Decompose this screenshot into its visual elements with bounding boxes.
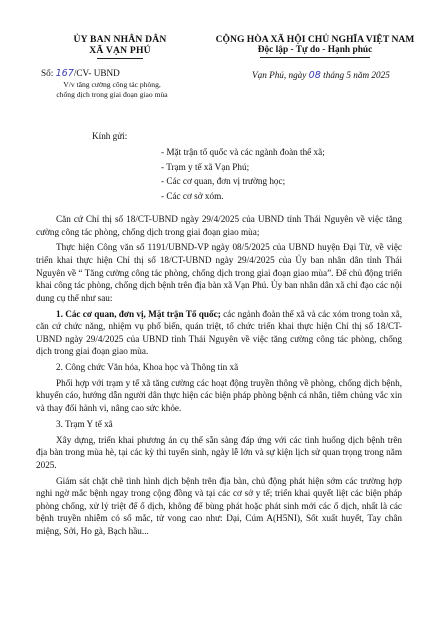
document-body [36, 213, 402, 538]
date-day-handwritten: 08 [308, 70, 321, 81]
doc-number-suffix: /CV- UBND [73, 68, 120, 78]
agency-underline [97, 58, 143, 59]
section-3-text-2: Giám sát chặt chẽ tình hình dịch bệnh trên địa bàn, chủ động phát hiện sớm các trường hợp nghi ngờ mắc bệnh ngay trong cộng đồng và tại các cơ sở y tế; triển khai quyết liệt các biện pháp phòng chống, xử lý triệt để ổ dịch, không để bùng phát hoặc phát sinh mới các ổ dịch, nhất là các bệnh truyền nhiễm có số mắc, tử vong cao như: Dại, Cúm A(H5NI), Sốt xuất huyết, Tay chân miệng, Sởi, Ho gà, Bạch hầu... [36, 475, 402, 536]
recipient-item: - Các cơ sở xóm. [161, 190, 224, 201]
agency-name-line1: ỦY BAN NHÂN DÂN [73, 34, 167, 45]
date-suffix: tháng 5 năm 2025 [323, 70, 390, 80]
recipient-list [161, 145, 325, 203]
recipient-item: - Các cơ quan, đơn vị trường học; [161, 176, 286, 186]
nation-title: CỘNG HÒA XÃ HỘI CHỦ NGHĨA VIỆT NAM [215, 34, 415, 45]
issuing-agency [40, 34, 200, 59]
doc-number-handwritten: 167 [55, 68, 74, 79]
recipient-item: - Mặt trận tổ quốc và các ngành đoàn thể xã; [161, 147, 325, 157]
document-number [41, 68, 120, 79]
section-1-text: các ngành đoàn thể xã và các xóm trong toàn xã, căn cứ chức năng, nhiệm vụ phổ biến, quán triệt, tổ chức triển khai thực hiện Chỉ thị số 18/CT-UBND ngày 29/4/2025 của UBND tỉnh Thái Nguyên về việc tăng cường công tác phòng, chống dịch trong giai đoạn giao mùa. [36, 308, 402, 357]
national-header [207, 34, 423, 58]
section-2-heading: 2. Công chức Văn hóa, Khoa học và Thông tin xã [56, 362, 239, 373]
document-subject [22, 80, 202, 99]
document-date [252, 70, 390, 81]
recipient-item: - Trạm y tế xã Vạn Phú; [161, 161, 250, 172]
section-3-heading: 3. Trạm Y tế xã [56, 418, 113, 429]
doc-number-prefix: Số: [41, 68, 54, 78]
national-motto: Độc lập - Tự do - Hạnh phúc [257, 45, 373, 55]
body-paragraph-implementation: Thực hiện Công văn số 1191/UBND-VP ngày 08/5/2025 của UBND huyện Đại Từ, về việc triển khai thực hiện Chỉ thị số 18/CT-UBND ngày 29/4/2025 của Ủy ban nhân dân tỉnh Thái Nguyên về “ Tăng cường công tác phòng, chống dịch trong giai đoạn giao mùa”. Để chủ động triển khai công tác phòng, chống dịch bệnh trên địa bàn xã Vạn Phú. Ủy ban nhân dân xã chỉ đạo các nội dung cụ thể như sau: [36, 242, 402, 303]
addressee-label: Kính gửi: [92, 131, 128, 141]
subject-line-2: chống dịch trong giai đoạn giao mùa [56, 89, 168, 99]
section-1-heading: 1. Các cơ quan, đơn vị, Mặt trận Tổ quốc; [56, 308, 221, 319]
section-1 [36, 308, 402, 358]
motto-underline [260, 57, 370, 58]
section-2-text: Phối hợp với trạm y tế xã tăng cường các hoạt động truyền thông về phòng, chống dịch bệnh, khuyến cáo, hướng dẫn người dân thực hiện các biện pháp phòng bệnh cá nhân, tiêm chủng vắc xin và thay đổi hành vi, nâng cao sức khỏe. [36, 377, 402, 414]
subject-line-1: V/v tăng cường công tác phòng, [63, 80, 161, 89]
date-prefix: Vạn Phú, ngày [252, 70, 307, 80]
body-paragraph-legal-basis: Căn cứ Chỉ thị số 18/CT-UBND ngày 29/4/2025 của UBND tỉnh Thái Nguyên về việc tăng cường công tác phòng, chống dịch trong giai đoạn giao mùa; [36, 214, 402, 237]
agency-name-line2: XÃ VẠN PHÚ [89, 45, 151, 56]
section-3-text-1: Xây dựng, triển khai phương án cụ thể sẵn sàng đáp ứng với các tình huống dịch bệnh trên địa bàn trong mùa hè, tại các kỳ thi tuyển sinh, ngày lễ lớn và sự kiện lịch sử quan trọng trong năm 2025. [36, 434, 402, 470]
